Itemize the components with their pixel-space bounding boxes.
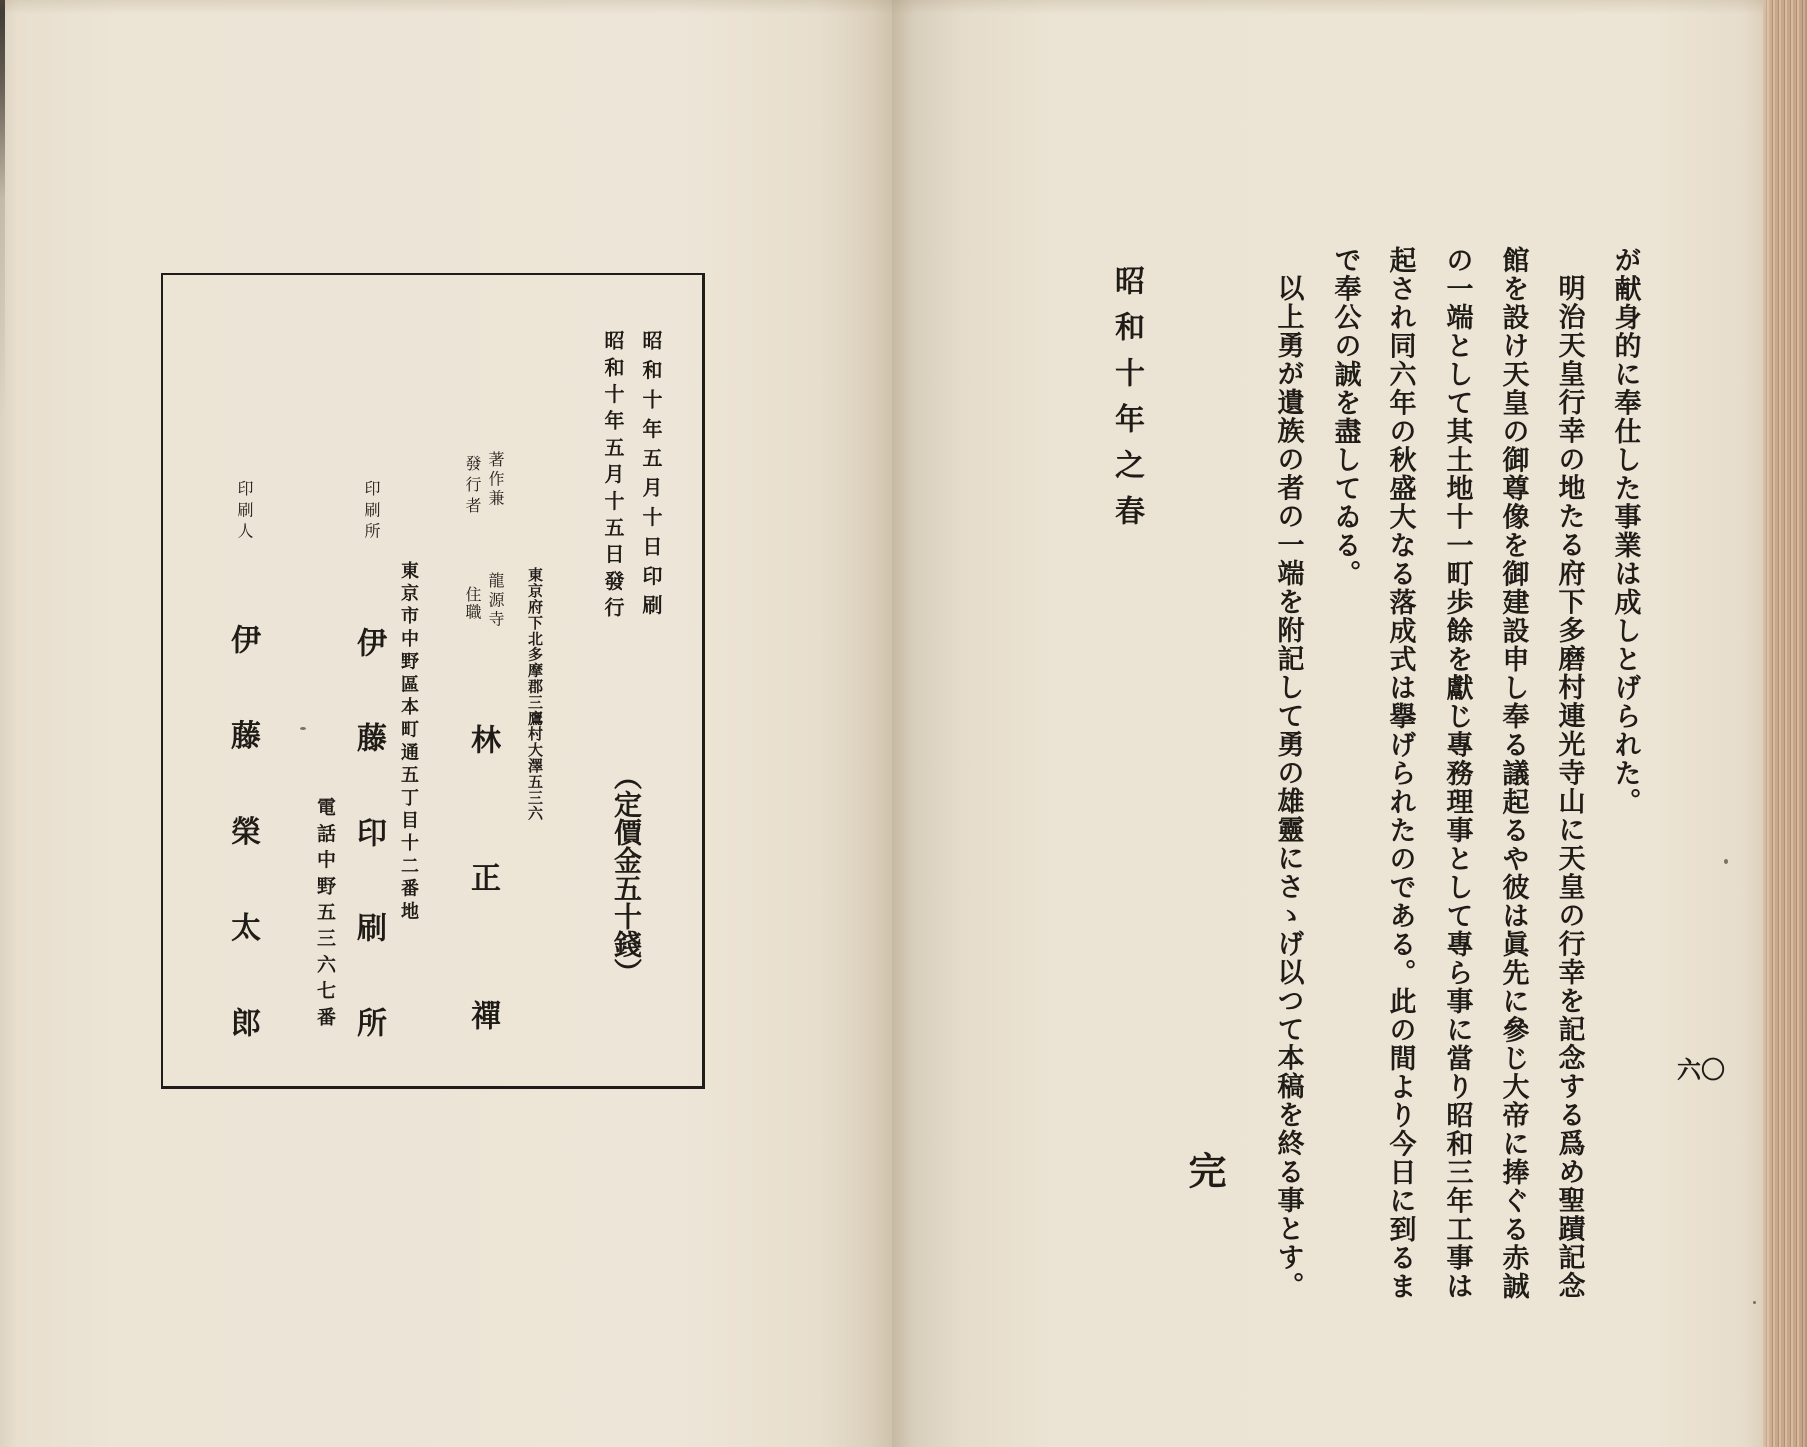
- left-page: [0, 0, 892, 1447]
- price: （定價金五十錢）: [610, 762, 643, 986]
- scan-edge-shadow: [0, 0, 5, 1447]
- publication-date: 昭和十年五月十五日發行: [601, 330, 625, 624]
- author-role-line-1: 著作兼: [486, 451, 505, 509]
- top-edge-shade: [0, 0, 1763, 14]
- colophon-box: [161, 273, 705, 1138]
- paper-speck: [1724, 859, 1728, 864]
- text-column: 起され同六年の秋盛大なる落成式は擧げられたのである。此の間より今日に到るま: [1384, 246, 1416, 1301]
- author-affiliation-line-2: 住職: [463, 586, 482, 621]
- author-affiliation-line-1: 龍源寺: [486, 572, 505, 630]
- paper-speck: [300, 727, 306, 730]
- printing-office-label: 印刷所: [362, 480, 381, 544]
- printing-office-phone: 電話中野五三六七番: [314, 797, 336, 1033]
- author-name: 林正禪: [465, 724, 500, 1138]
- paper-speck: [1753, 1301, 1756, 1304]
- printing-office-address: 東京市中野區本町通五丁目十二番地: [398, 561, 419, 925]
- text-column: 明治天皇行幸の地たる府下多磨村連光寺山に天皇の行幸を記念する爲め聖蹟記念: [1553, 274, 1585, 1300]
- printer-label: 印刷人: [235, 480, 254, 544]
- text-column: 館を設け天皇の御尊像を御建設申し奉る議起るや彼は眞先に參じ大帝に捧ぐる赤誠: [1497, 246, 1529, 1301]
- page-edges: [1763, 0, 1807, 1447]
- text-column: で奉公の誠を盡してゐる。: [1329, 246, 1361, 588]
- end-mark: 完: [1182, 1151, 1227, 1189]
- printing-date: 昭和十年五月十日印刷: [639, 330, 663, 624]
- author-role-line-2: 發行者: [463, 455, 482, 518]
- right-page: [892, 0, 1763, 1447]
- text-column: が献身的に奉仕した事業は成しとげられた。: [1609, 246, 1641, 816]
- page-number: 六〇: [1677, 1055, 1725, 1084]
- printing-office-name: 伊藤印刷所: [351, 627, 386, 1102]
- text-column: の一端として其土地十一町歩餘を獻じ專務理事として專ら事に當り昭和三年工事は: [1441, 246, 1473, 1301]
- author-address: 東京府下北多摩郡三鷹村大澤五三六: [526, 567, 544, 822]
- dateline: 昭和十年之春: [1109, 265, 1144, 541]
- printer-name: 伊藤榮太郎: [225, 624, 260, 1103]
- text-column: 以上勇が遺族の者の一端を附記して勇の雄靈にさゝげ以つて本稿を終る事とす。: [1272, 274, 1304, 1300]
